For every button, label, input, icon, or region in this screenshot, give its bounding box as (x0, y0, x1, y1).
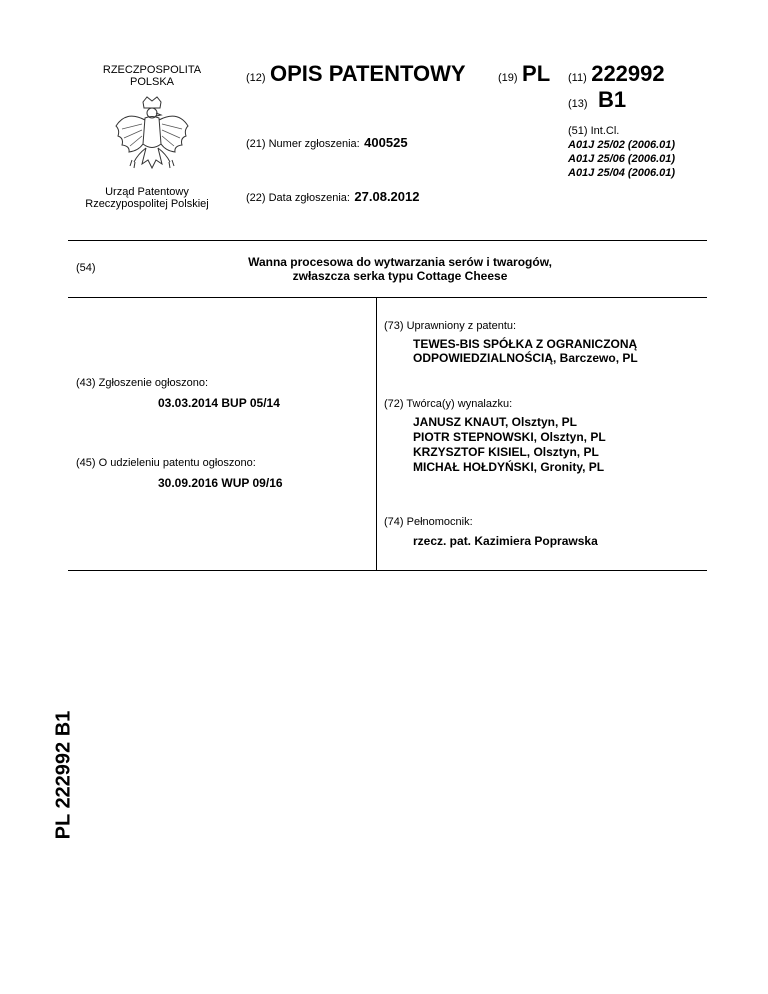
code-12: (12) (246, 72, 266, 84)
inventor-3: KRZYSZTOF KISIEL, Olsztyn, PL (413, 445, 599, 459)
code-72: (72) Twórca(y) wynalazku: (384, 398, 513, 410)
invention-title-line-2: zwłaszcza serka typu Cottage Cheese (292, 269, 508, 283)
code-22: (22) Data zgłoszenia: (246, 192, 350, 204)
eagle-emblem-icon (112, 96, 192, 180)
column-divider (376, 297, 377, 571)
filing-date (246, 188, 419, 206)
side-label-container (44, 690, 84, 860)
code-19: (19) (498, 72, 518, 84)
country-name (82, 64, 222, 88)
ipc-class-3: A01J 25/04 (2006.01) (568, 167, 676, 179)
patent-office-name (62, 186, 232, 210)
code-54: (54) (76, 262, 96, 274)
document-type (246, 61, 466, 87)
invention-title-line-1: Wanna procesowa do wytwarzania serów i twarogów, (248, 255, 552, 269)
ipc-class-1: A01J 25/02 (2006.01) (568, 139, 676, 151)
inventor-1: JANUSZ KNAUT, Olsztyn, PL (413, 415, 578, 429)
country-code (498, 61, 550, 87)
invention-title (180, 255, 620, 283)
office-line-1: Urząd Patentowy (105, 186, 189, 198)
code-43: (43) Zgłoszenie ogłoszono: (76, 377, 209, 389)
code-13: (13) (568, 98, 588, 110)
patent-owner (413, 337, 638, 365)
divider-bottom (68, 570, 707, 571)
application-number (246, 134, 408, 152)
side-label: PL 222992 B1 (52, 710, 75, 840)
inventor-2: PIOTR STEPNOWSKI, Olsztyn, PL (413, 430, 606, 444)
application-publication: 03.03.2014 BUP 05/14 (158, 396, 280, 410)
application-number-value: 400525 (364, 135, 408, 150)
ipc-label: (51) Int.Cl. (568, 125, 620, 137)
kind-code (568, 87, 626, 113)
country-line-1: RZECZPOSPOLITA (102, 64, 202, 76)
ipc-class-2: A01J 25/06 (2006.01) (568, 153, 676, 165)
patent-owner-line-2: ODPOWIEDZIALNOŚCIĄ, Barczewo, PL (413, 351, 638, 365)
kind-code-value: B1 (598, 87, 627, 112)
inventors-list (413, 415, 606, 475)
attorney-name: rzecz. pat. Kazimiera Poprawska (413, 534, 598, 548)
document-type-label: OPIS PATENTOWY (270, 61, 466, 86)
code-74: (74) Pełnomocnik: (384, 516, 473, 528)
office-line-2: Rzeczypospolitej Polskiej (85, 198, 209, 210)
grant-publication: 30.09.2016 WUP 09/16 (158, 476, 283, 490)
patent-number-value: 222992 (591, 61, 665, 86)
code-21: (21) Numer zgłoszenia: (246, 138, 360, 150)
country-code-value: PL (522, 61, 551, 86)
divider-top (68, 240, 707, 241)
code-73: (73) Uprawniony z patentu: (384, 320, 517, 332)
code-45: (45) O udzieleniu patentu ogłoszono: (76, 457, 256, 469)
patent-owner-line-1: TEWES-BIS SPÓŁKA Z OGRANICZONĄ (413, 337, 638, 351)
divider-title-bottom (68, 297, 707, 298)
country-line-2: POLSKA (129, 76, 175, 88)
inventor-4: MICHAŁ HOŁDYŃSKI, Gronity, PL (413, 460, 605, 474)
code-11: (11) (568, 72, 587, 84)
filing-date-value: 27.08.2012 (354, 189, 420, 204)
patent-number (568, 61, 665, 87)
